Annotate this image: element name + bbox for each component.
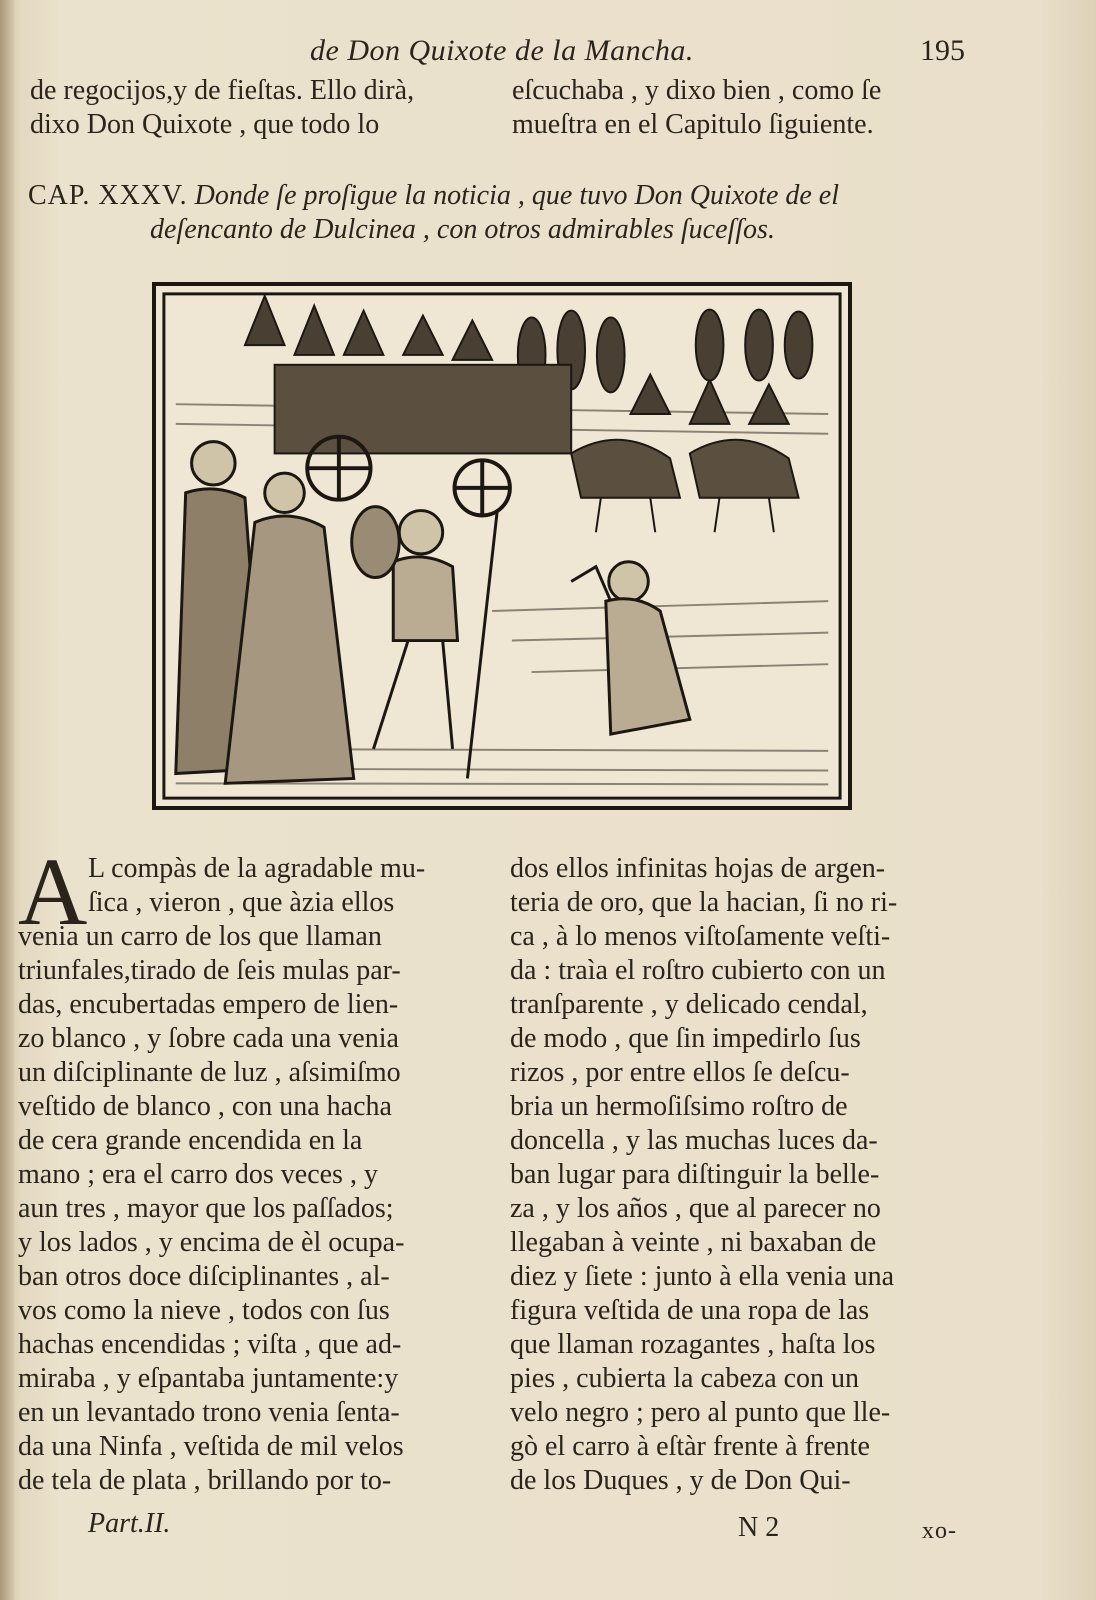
text-line: triunfales,tirado de ſeis mulas par- <box>18 955 401 986</box>
page-number: 195 <box>920 34 965 67</box>
text-line: mano ; era el carro dos veces , y <box>18 1159 378 1190</box>
text-line: de modo , que ſin impedirlo ſus <box>510 1023 861 1054</box>
text-line: doncella , y las muchas luces da- <box>510 1125 878 1156</box>
text-line: tranſparente , y delicado cendal, <box>510 989 868 1020</box>
text-line: de los Duques , y de Don Qui- <box>510 1465 851 1496</box>
text-line: gò el carro à eſtàr frente à frente <box>510 1431 870 1462</box>
running-title: de Don Quixote de la Mancha. <box>310 34 694 67</box>
text-line: figura veſtida de una ropa de las <box>510 1295 870 1326</box>
text-column-right <box>510 852 980 1498</box>
text-line: velo negro ; pero al punto que lle- <box>510 1397 891 1428</box>
text-line: rizos , por entre ellos ſe deſcu- <box>510 1057 850 1088</box>
text-line: un diſciplinante de luz , aſsimiſmo <box>18 1057 401 1088</box>
woodcut-drawing <box>156 286 848 806</box>
signature-part: Part.II. <box>88 1508 171 1539</box>
top-text-left-2: dixo Don Quixote , que todo lo <box>30 109 380 140</box>
text-line: de tela de plata , brillando por to- <box>18 1465 392 1496</box>
text-line: hachas encendidas ; viſta , que ad- <box>18 1329 402 1360</box>
text-line: za , y los años , que al parecer no <box>510 1193 881 1224</box>
top-text-right-2: mueſtra en el Capitulo ſiguiente. <box>512 109 874 140</box>
text-line: teria de oro, que la hacian, ſi no ri- <box>510 887 898 918</box>
text-line: ban lugar para diſtinguir la belle- <box>510 1159 880 1190</box>
text-line: vos como la nieve , todos con ſus <box>18 1295 390 1326</box>
text-line: aun tres , mayor que los paſſados; <box>18 1193 394 1224</box>
text-line: venia un carro de los que llaman <box>18 921 382 952</box>
top-text-left-1: de regocijos,y de fieſtas. Ello dirà, <box>30 75 415 106</box>
text-line: miraba , y eſpantaba juntamente:y <box>18 1363 399 1394</box>
text-line: dos ellos infinitas hojas de argen- <box>510 853 886 884</box>
text-line: y los lados , y encima de èl ocupa- <box>18 1227 405 1258</box>
woodcut-illustration <box>152 282 852 810</box>
chapter-heading <box>28 178 1068 214</box>
text-line: ca , à lo menos viſtoſamente veſti- <box>510 921 891 952</box>
catchword: xo- <box>922 1518 957 1544</box>
text-line: llegaban à veinte , ni baxaban de <box>510 1227 877 1258</box>
text-line: que llaman rozagantes , haſta los <box>510 1329 876 1360</box>
text-line: de cera grande encendida en la <box>18 1125 363 1156</box>
text-line: bria un hermoſiſsimo roſtro de <box>510 1091 848 1122</box>
chapter-title-line1: Donde ſe proſigue la noticia , que tuvo Don Quixote de el <box>194 180 840 211</box>
text-line: L compàs de la agradable mu- <box>88 853 426 884</box>
text-column-left <box>18 838 478 1498</box>
text-line: diez y ſiete : junto à ella venia una <box>510 1261 895 1292</box>
text-line: das, encubertadas empero de lien- <box>18 989 399 1020</box>
text-line: en un levantado trono venia ſenta- <box>18 1397 400 1428</box>
text-line: ſica , vieron , que àzia ellos <box>88 887 395 918</box>
text-line: da : traìa el roſtro cubierto con un <box>510 955 886 986</box>
text-line: da una Ninfa , veſtida de mil velos <box>18 1431 404 1462</box>
text-line: ban otros doce diſciplinantes , al- <box>18 1261 390 1292</box>
page-gutter <box>0 0 14 1600</box>
chapter-number: CAP. XXXV. <box>28 180 188 211</box>
drop-cap: A <box>18 838 88 945</box>
chapter-title-line2: deſencanto de Dulcinea , con otros admirables ſuceſſos. <box>150 214 775 245</box>
text-line: zo blanco , y ſobre cada una venia <box>18 1023 399 1054</box>
signature-mark: N 2 <box>738 1512 780 1543</box>
text-line: pies , cubierta la cabeza con un <box>510 1363 860 1394</box>
top-text-right-1: eſcuchaba , y dixo bien , como ſe <box>512 75 882 106</box>
text-line: veſtido de blanco , con una hacha <box>18 1091 392 1122</box>
